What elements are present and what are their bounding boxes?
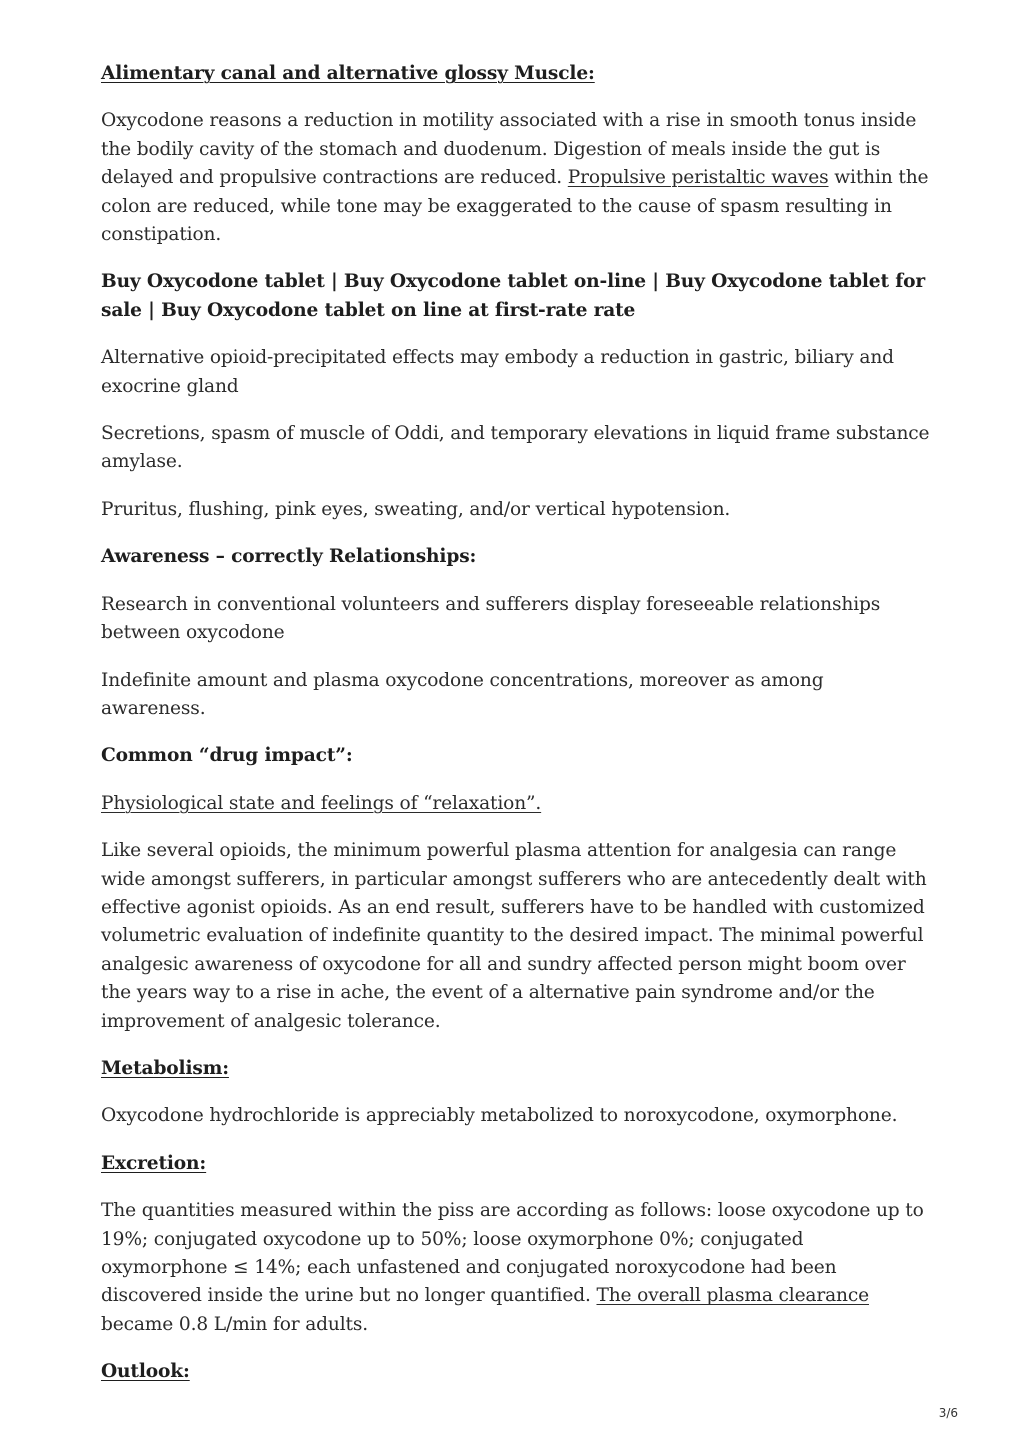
paragraph-secretions: Secretions, spasm of muscle of Oddi, and temporary elevations in liquid frame substance amylase. (101, 423, 930, 473)
link-physiological-state[interactable]: Physiological state and feelings of “relaxation”. (101, 792, 542, 814)
page-number: 3/6 (938, 1406, 958, 1420)
heading-outlook: Outlook: (101, 1361, 190, 1383)
paragraph-alternative-effects: Alternative opioid-precipitated effects may embody a reduction in gastric, biliary and exocrine gland (101, 347, 894, 397)
link-propulsive-peristaltic-waves[interactable]: Propulsive peristaltic waves (567, 167, 829, 189)
heading-metabolism: Metabolism: (101, 1057, 229, 1079)
document-page (101, 60, 931, 1406)
paragraph-excretion (101, 1197, 931, 1339)
paragraph-pruritus: Pruritus, flushing, pink eyes, sweating, and/or vertical hypotension. (101, 498, 731, 520)
paragraph-excretion-text-start: The quantities measured within the piss are according as follows: loose oxycodone up to 19%; conjugated oxycodone up to 50%; loose oxymorphone 0%; conjugated oxymorphone ≤ 14%; each unfastened and conjugated noroxycodone had been discovered inside the urine but no longer quantified. (101, 1200, 924, 1307)
paragraph-physiological (101, 790, 931, 818)
link-overall-plasma-clearance[interactable]: The overall plasma clearance (596, 1285, 869, 1307)
paragraph-metabolism: Oxycodone hydrochloride is appreciably metabolized to noroxycodone, oxymorphone. (101, 1105, 898, 1127)
paragraph-motility-text-start: Oxycodone reasons a reduction in motility associated with a rise in smooth tonus inside the bodily cavity of the stomach and duodenum. Digestion of meals inside the gut is delayed and propulsive contractions are reduced. (101, 110, 917, 189)
heading-common-drug-impact: Common “drug impact”: (101, 745, 353, 767)
paragraph-motility (101, 107, 931, 249)
paragraph-excretion-text-end: became 0.8 L/min for adults. (101, 1313, 369, 1335)
heading-awareness: Awareness – correctly Relationships: (101, 546, 477, 568)
paragraph-research: Research in conventional volunteers and sufferers display foreseeable relationships between oxycodone (101, 593, 881, 644)
heading-buy-oxycodone: Buy Oxycodone tablet | Buy Oxycodone tablet on-line | Buy Oxycodone tablet for sale | Buy Oxycodone tablet on line at first-rate rate (101, 271, 925, 321)
paragraph-like-several-opioids: Like several opioids, the minimum powerful plasma attention for analgesia can range wide amongst sufferers, in particular amongst sufferers who are antecedently dealt with effective agonist opioids. As an end result, sufferers have to be handled with customized volumetric evaluation of indefinite quantity to the desired impact. The minimal powerful analgesic awareness of oxycodone for all and sundry affected person might boom over the years way to a rise in ache, the event of a alternative pain syndrome and/or the improvement of analgesic tolerance. (101, 840, 927, 1032)
paragraph-motility-text-end: within the colon are reduced, while tone may be exaggerated to the cause of spasm resulting in constipation. (101, 167, 929, 246)
heading-alimentary-canal: Alimentary canal and alternative glossy Muscle: (101, 63, 595, 84)
heading-excretion: Excretion: (101, 1152, 207, 1174)
paragraph-indefinite-amount: Indefinite amount and plasma oxycodone concentrations, moreover as among awareness. (101, 669, 824, 719)
